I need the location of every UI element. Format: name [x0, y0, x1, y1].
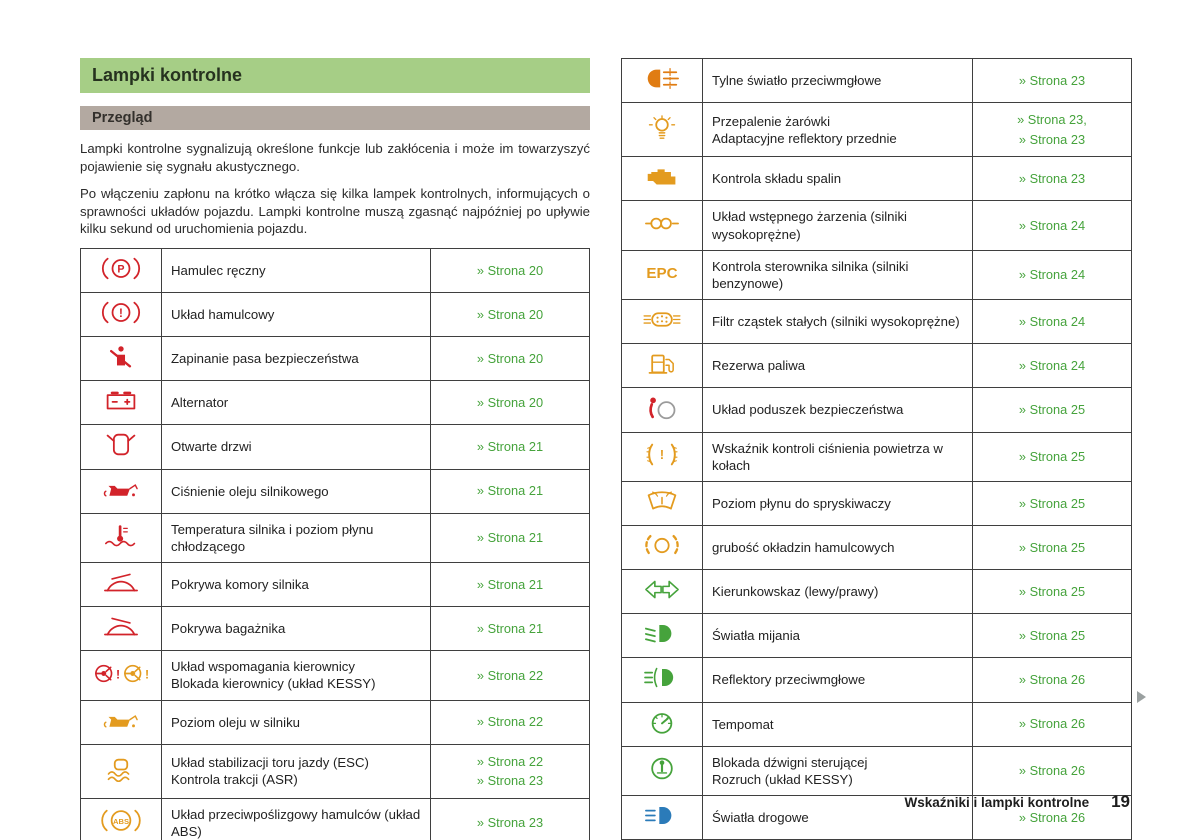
page-reference-cell — [431, 292, 590, 336]
page-footer — [905, 792, 1130, 812]
page-reference-cell — [431, 248, 590, 292]
page-reference-cell — [431, 651, 590, 700]
trunk-open-icon — [101, 614, 141, 643]
table-row — [622, 388, 1132, 432]
footer-page-number: 19 — [1111, 792, 1130, 811]
svg-text:P: P — [117, 263, 125, 276]
page-reference-cell — [973, 157, 1132, 201]
indicator-icon-cell — [622, 250, 703, 299]
indicator-description: Rezerwa paliwa — [703, 344, 973, 388]
hood-open-icon — [101, 570, 141, 599]
indicator-description: grubość okładzin hamulcowych — [703, 525, 973, 569]
page-reference-cell — [973, 525, 1132, 569]
svg-text:!: ! — [115, 667, 120, 682]
airbag-icon — [642, 395, 682, 424]
high-beam-icon — [642, 803, 682, 832]
page-reference-cell — [431, 744, 590, 798]
page-reference-cell — [431, 700, 590, 744]
page-reference-cell — [973, 481, 1132, 525]
indicator-icon-cell — [622, 525, 703, 569]
cruise-control-icon — [642, 710, 682, 739]
indicator-icon-cell — [622, 658, 703, 702]
intro-paragraph-1: Lampki kontrolne sygnalizują określone funkcje lub zakłócenia i może im towarzyszyć pojawienie się sygnału akustycznego. — [80, 141, 590, 174]
indicator-description: Układ przeciwpoślizgowy hamulców (układ ABS) — [162, 798, 431, 840]
page-reference-cell — [973, 702, 1132, 746]
page-link[interactable]: » Strona 21 — [476, 439, 544, 455]
page-link[interactable]: » Strona 22 — [476, 714, 544, 730]
page-reference-cell — [973, 250, 1132, 299]
abs-icon — [101, 808, 141, 837]
intro-paragraph-2: Po włączeniu zapłonu na krótko włącza się kilka lampek kontrolnych, informujących o sprawności układów pojazdu. Lampki kontrolne muszą zgasnąć najpóźniej po upływie kilku sekund od uruchomienia pojazdu. — [80, 186, 590, 237]
table-row — [81, 469, 590, 513]
table-row — [622, 250, 1132, 299]
svg-text:!: ! — [119, 306, 123, 320]
page-link[interactable]: » Strona 23 — [476, 815, 544, 831]
page-reference-cell — [431, 469, 590, 513]
indicator-icon-cell — [622, 201, 703, 250]
indicator-icon-cell — [622, 746, 703, 795]
turn-signal-icons — [642, 577, 682, 606]
svg-text:EPC: EPC — [646, 265, 678, 283]
page-reference-cell — [973, 59, 1132, 103]
exhaust-emissions-icon — [642, 164, 682, 193]
indicator-description: Zapinanie pasa bezpieczeństwa — [162, 337, 431, 381]
page-link[interactable]: » Strona 21 — [476, 530, 544, 546]
indicator-description: Reflektory przeciwmgłowe — [703, 658, 973, 702]
page-link[interactable]: » Strona 23 — [1018, 171, 1086, 187]
subsection-title: Przegląd — [80, 106, 590, 130]
page-link[interactable]: » Strona 26 — [1018, 716, 1086, 732]
indicator-description: Światła mijania — [703, 614, 973, 658]
svg-text:!: ! — [659, 448, 665, 463]
indicator-icon-cell — [622, 157, 703, 201]
indicator-description: Blokada dźwigni sterującej Rozruch (układ KESSY) — [703, 746, 973, 795]
indicator-description: Poziom płynu do spryskiwaczy — [703, 481, 973, 525]
page-link[interactable]: » Strona 25 — [1018, 402, 1086, 418]
indicator-description: Układ hamulcowy — [162, 292, 431, 336]
indicator-description: Układ wstępnego żarzenia (silniki wysokoprężne) — [703, 201, 973, 250]
indicator-icon-cell — [622, 481, 703, 525]
page-link[interactable]: » Strona 26 — [1018, 763, 1086, 779]
page-link[interactable]: » Strona 25 — [1018, 628, 1086, 644]
coolant-temperature-icon — [101, 523, 141, 552]
table-row — [81, 337, 590, 381]
indicator-icon-cell — [81, 469, 162, 513]
page-link[interactable]: » Strona 22 — [476, 753, 544, 769]
page-reference-cell — [431, 562, 590, 606]
page-link[interactable]: » Strona 24 — [1018, 313, 1086, 329]
table-row — [81, 248, 590, 292]
front-fog-light-icon — [642, 665, 682, 694]
svg-text:ABS: ABS — [113, 817, 129, 827]
indicator-icon-cell — [81, 248, 162, 292]
indicator-icon-cell — [81, 651, 162, 700]
indicator-icon-cell — [622, 702, 703, 746]
table-row — [622, 525, 1132, 569]
oil-pressure-icon — [101, 477, 141, 506]
page-link[interactable]: » Strona 23, — [1017, 112, 1087, 128]
page-link[interactable]: » Strona 26 — [1018, 672, 1086, 688]
indicator-description: Kierunkowskaz (lewy/prawy) — [703, 570, 973, 614]
svg-text:!: ! — [144, 667, 149, 682]
page-reference-cell — [973, 570, 1132, 614]
indicator-description: Kontrola składu spalin — [703, 157, 973, 201]
battery-icon — [101, 388, 141, 417]
table-row — [81, 513, 590, 562]
table-row — [81, 651, 590, 700]
page-reference-cell — [973, 432, 1132, 481]
parking-brake-icon — [101, 256, 141, 285]
indicator-description: Układ wspomagania kierownicy Blokada kierownicy (układ KESSY) — [162, 651, 431, 700]
table-row — [622, 103, 1132, 157]
footer-section-title: Wskaźniki i lampki kontrolne — [904, 795, 1090, 810]
steering-warning-icon — [93, 661, 121, 690]
table-row — [622, 59, 1132, 103]
indicator-icon-cell — [81, 425, 162, 469]
table-row — [622, 702, 1132, 746]
indicator-description: Układ stabilizacji toru jazdy (ESC) Kontrola trakcji (ASR) — [162, 744, 431, 798]
indicator-description: Światła drogowe — [703, 796, 973, 840]
page-link[interactable]: » Strona 23 — [1018, 131, 1086, 147]
table-row — [81, 744, 590, 798]
table-row — [622, 481, 1132, 525]
indicator-description: Wskaźnik kontroli ciśnienia powietrza w kołach — [703, 432, 973, 481]
right-column — [621, 58, 1132, 840]
indicator-icon-cell — [622, 300, 703, 344]
table-row — [81, 425, 590, 469]
page-reference-cell — [973, 746, 1132, 795]
oil-level-icon — [101, 708, 141, 737]
page-reference-cell — [431, 607, 590, 651]
indicator-description: Układ poduszek bezpieczeństwa — [703, 388, 973, 432]
indicator-icon-cell — [622, 344, 703, 388]
indicator-description: Otwarte drzwi — [162, 425, 431, 469]
indicator-description: Tylne światło przeciwmgłowe — [703, 59, 973, 103]
esc-icon — [101, 757, 141, 786]
table-row — [81, 700, 590, 744]
left-column — [80, 58, 590, 840]
indicator-icon-cell — [622, 103, 703, 157]
table-row — [622, 658, 1132, 702]
indicator-description: Pokrywa bagażnika — [162, 607, 431, 651]
table-row — [622, 432, 1132, 481]
shift-lock-icon — [642, 756, 682, 785]
indicator-icon-cell — [81, 381, 162, 425]
indicator-icon-cell — [622, 59, 703, 103]
indicator-icon-cell — [622, 432, 703, 481]
indicator-description: Przepalenie żarówki Adaptacyjne reflektory przednie — [703, 103, 973, 157]
table-row — [81, 798, 590, 840]
page-link[interactable]: » Strona 25 — [1018, 495, 1086, 511]
page-link[interactable]: » Strona 21 — [476, 576, 544, 592]
warning-lights-table-right — [621, 58, 1132, 840]
steering-lock-icon — [122, 661, 150, 690]
page-link[interactable]: » Strona 26 — [1018, 809, 1086, 825]
page-link[interactable]: » Strona 23 — [1018, 72, 1086, 88]
particulate-filter-icon — [642, 307, 682, 336]
page-reference-cell — [973, 658, 1132, 702]
page-link[interactable]: » Strona 25 — [1018, 448, 1086, 464]
indicator-description: Kontrola sterownika silnika (silniki benzynowe) — [703, 250, 973, 299]
indicator-icon-cell — [622, 570, 703, 614]
table-row — [81, 381, 590, 425]
indicator-description: Filtr cząstek stałych (silniki wysokoprężne) — [703, 300, 973, 344]
seatbelt-icon — [101, 344, 141, 373]
page-link[interactable]: » Strona 20 — [476, 306, 544, 322]
indicator-icon-cell — [81, 607, 162, 651]
fuel-reserve-icon — [642, 351, 682, 380]
indicator-icon-cell — [81, 337, 162, 381]
epc-icon — [642, 260, 682, 289]
table-row — [622, 614, 1132, 658]
page-reference-cell — [973, 103, 1132, 157]
indicator-icon-cell — [81, 292, 162, 336]
indicator-description: Ciśnienie oleju silnikowego — [162, 469, 431, 513]
page-link[interactable]: » Strona 24 — [1018, 267, 1086, 283]
glow-plug-icon — [642, 211, 682, 240]
indicator-icon-cell — [81, 700, 162, 744]
page-reference-cell — [973, 344, 1132, 388]
table-row — [622, 570, 1132, 614]
indicator-icon-cell — [81, 744, 162, 798]
page-link[interactable]: » Strona 22 — [476, 667, 544, 683]
page-link[interactable]: » Strona 23 — [476, 773, 544, 789]
page-link[interactable]: » Strona 24 — [1018, 357, 1086, 373]
page-reference-cell — [973, 201, 1132, 250]
indicator-description: Poziom oleju w silniku — [162, 700, 431, 744]
page-reference-cell — [431, 337, 590, 381]
page-link[interactable]: » Strona 20 — [476, 395, 544, 410]
page-link[interactable]: » Strona 20 — [476, 262, 544, 278]
low-beam-icon — [642, 621, 682, 650]
indicator-description: Tempomat — [703, 702, 973, 746]
page-reference-cell — [431, 798, 590, 840]
brake-pads-icon — [642, 533, 682, 562]
table-row — [622, 344, 1132, 388]
indicator-icon-cell — [622, 614, 703, 658]
indicator-icon-cell — [622, 388, 703, 432]
page-reference-cell — [973, 388, 1132, 432]
indicator-description: Temperatura silnika i poziom płynu chłodzącego — [162, 513, 431, 562]
warning-lights-table-left — [80, 248, 590, 840]
page-link[interactable]: » Strona 24 — [1018, 217, 1086, 233]
page-link[interactable]: » Strona 21 — [476, 620, 544, 636]
table-row — [622, 300, 1132, 344]
indicator-icon-cell — [622, 796, 703, 840]
door-open-icon — [101, 432, 141, 461]
page-reference-cell — [431, 513, 590, 562]
page-continuation-arrow — [1137, 691, 1146, 703]
page-link[interactable]: » Strona 25 — [1018, 539, 1086, 555]
indicator-icon-cell — [81, 562, 162, 606]
page-reference-cell — [973, 614, 1132, 658]
page-link[interactable]: » Strona 25 — [1018, 583, 1086, 599]
washer-fluid-icon — [642, 489, 682, 518]
table-row — [622, 746, 1132, 795]
page-link[interactable]: » Strona 21 — [476, 483, 544, 499]
brake-system-icon — [101, 300, 141, 329]
indicator-description: Pokrywa komory silnika — [162, 562, 431, 606]
table-row — [81, 292, 590, 336]
page-link[interactable]: » Strona 20 — [476, 350, 544, 366]
rear-fog-light-icon — [642, 66, 682, 95]
table-row — [622, 157, 1132, 201]
table-row — [622, 201, 1132, 250]
page-reference-cell — [973, 300, 1132, 344]
table-row — [81, 607, 590, 651]
page-reference-cell — [431, 381, 590, 425]
indicator-description: Hamulec ręczny — [162, 248, 431, 292]
page-reference-cell — [431, 425, 590, 469]
bulb-failure-icon — [642, 115, 682, 144]
indicator-icon-cell — [81, 798, 162, 840]
tyre-pressure-icon — [642, 442, 682, 471]
section-title: Lampki kontrolne — [80, 58, 590, 93]
table-row — [81, 562, 590, 606]
indicator-description: Alternator — [162, 381, 431, 425]
indicator-icon-cell — [81, 513, 162, 562]
